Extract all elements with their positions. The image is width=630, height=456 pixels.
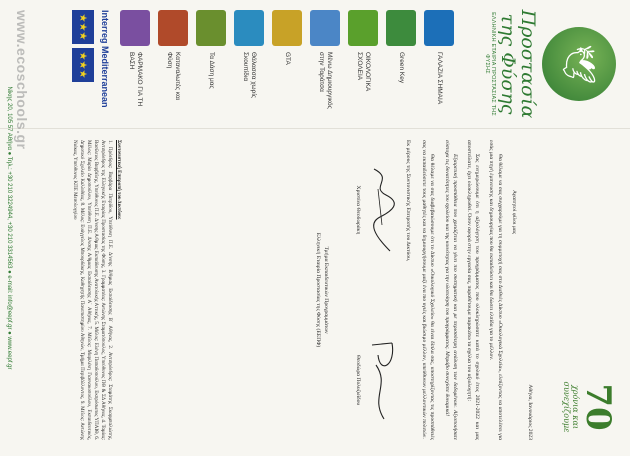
interreg-logo: Interreg Mediterranean: [100, 10, 110, 108]
rooftop-logo-icon: [310, 10, 340, 46]
bird-emblem-icon: 🕊: [542, 27, 616, 101]
brand-name-line1: Προστασία: [517, 9, 539, 119]
logo-label: Green Key: [398, 52, 405, 84]
paragraph-4: Θα θέλαμε να σας διαβεβαιώσουμε ότι το Δίκτυο «Οικολογικό Σχολείο» θα είναι δίπλα σας, υποστηρίζοντας τις προσπάθειές σας να εκπαιδεύσετε τους μαθητές και να δημιουργήσουμε μαζί ένα πιο υγιές και βιώσιμο μέλλον, υπεύθυνων μελλοντικών πολιτών.: [421, 140, 436, 440]
green-key-logo-icon: [386, 10, 416, 46]
org-line-2: Ελληνική Εταιρία Προστασίας της Φύσης (ΕΕΠΦ): [314, 232, 321, 348]
logo-label: ΦΑΡΜΑΚΟ ΓΙΑ ΤΗ ΒΑΣΗ: [128, 52, 143, 107]
committee-members: 1. Πρόεδρος: Βαρβάρα Πετρίδου, Υπεύθυνη Π.Ε. Δ/νσης Β/θμιας Εκπαίδευσης Β΄ Αθήνας, 2. Αντιπρόεδρος: Σταμάτης Σκαρμπαλιώτης, Αντιπρόεδρος της Ελληνικής Εταιρίας Προστασίας της Φύσης, 3. Γραμματέας: Αντώνης Σταματόπουλος, Υπεύθυνος ΠΘ & ΣΔ Αθήνας, 4. Ταμίας: Βασίλειος Βαρβέλης, Υπεύθυνος Π.Ε. Δ/νσης Α/θμιας Εκπαίδευσης Ανατολικής Αττικής, 5. Μέλος: Ελένη Παπαδοπούλου, Εκπρόσωπος ΥΠΑΙΘ, 6. Μέλος: Μαρία Δημοπούλου, Υπεύθυνη Π.Ε. Δ/νσης Α/θμιας Εκπαίδευσης Α΄ Αθήνας, 7. Μέλος: Μαριλένη Γιαννακοπούλου, Εκπαιδευτικός, Δημοτικό Σχολείο Καλλιθέας, 8. Μέλος: Ευάγγελος Μπουρδάκης, Καθηγητής Πανεπιστημίου Αθηνών, Τμήμα Περιβάλλοντος, 9. Μέλος: Αντώνης Νιάκας, Υπεύθυνος ΚΠΕ Μεσολογγίου: [72, 140, 112, 440]
anniversary-caption: χρόνια και συνεχίζουμε: [562, 381, 580, 433]
letter-salutation: Αγαπητοί φίλοι μας: [510, 190, 517, 235]
evaluator-comments: Εξαιρετική προσπάθεια που χρειάζεται να γίνει πιο συστηματική και με περισσότερη ανάλυση των δεδομένων. Αξιοποιήσατε εύστοχα τις δυνατότητες του σχολείου και της κοινότητας για την υλοποίηση του προγράμματος. Μπράβο συνεχίστε δυναμικά!: [443, 140, 458, 440]
medicine-logo-icon: [120, 10, 150, 46]
eu-flag-icon: ★★★: [72, 48, 94, 82]
eu-flags: [72, 10, 94, 118]
logo-label: Καταναλωτές και Φύση: [166, 52, 181, 101]
consumers-logo-icon: [158, 10, 188, 46]
brand-name-line2: της Φύσης: [497, 13, 519, 115]
eu-flag-icon: ★★★: [72, 10, 94, 44]
logo-item: [386, 10, 416, 118]
signer-2-name: Θεοδώρα Πολυζωΐδου: [354, 354, 361, 406]
logo-item: [158, 10, 188, 118]
paragraph-1: Θα θέλαμε να σας συγχαρούμε για τη συμμετοχή σας στο Διεθνές Δίκτυο «Οικολογικά Σχολεία», ελπίζοντας να αποτελέσει για εσάς μια πηγή έμπνευσης και δημιουργίας που θα εκπαιδεύσει και θα δώσει ελπίδα για το μέλλον.: [488, 140, 503, 440]
footer-contact: Νίκης 20, 105 57 Αθήνα ● Τηλ.: +30 210 3224944, +30 210 3314563 ● e-mail: info@eepf.gr ● www.eepf.gr: [6, 86, 12, 370]
logo-item: [234, 10, 264, 118]
blue-flag-logo-icon: [424, 10, 454, 46]
signature-2-icon: [366, 335, 400, 425]
left-sidebar: [0, 0, 630, 150]
logo-label: GTA: [284, 52, 291, 65]
logo-item: [348, 10, 378, 118]
committee-box: [71, 140, 122, 440]
logo-label: Θάλασσα χωρίς Σκουπίδια: [242, 52, 257, 98]
signature-1-icon: [366, 165, 400, 255]
organization-block: [313, 140, 329, 440]
signature-block-1: [354, 150, 400, 270]
logo-item: [424, 10, 454, 118]
letter-closing: Εκ μέρους της Συντονιστικής Επιτροπής του Δικτύου,: [404, 140, 411, 262]
gta-logo-icon: [272, 10, 302, 46]
logo-label: Μένω Δημιουργικός στην Ταράτσα: [318, 52, 333, 109]
partner-logos: [112, 10, 454, 118]
funding-logos: [66, 10, 110, 118]
logo-label: ΟΙΚΟΛΟΓΙΚΑ ΣΧΟΛΕΙΑ: [356, 52, 371, 91]
committee-title: Συντονιστική Επιτροπή του Δικτύου:: [116, 140, 121, 220]
forests-logo-icon: [196, 10, 226, 46]
anniversary-number: 70: [578, 383, 618, 431]
logo-item: [120, 10, 150, 118]
logo-item: [272, 10, 302, 118]
logo-item: [310, 10, 340, 118]
paragraph-2: Σας ενημερώνουμε ότι η αξιολόγηση του προγράμματος που ολοκληρώσατε κατά το σχολικό έτος 2021-2022 και μας αποστείλατε, έχει ολοκληρωθεί. Όσον αφορά στην εργασία σας, παραθέτουμε παρακάτω τα σχόλια του αξιολογητή:: [465, 140, 481, 440]
signatures: [282, 140, 400, 440]
org-line-1: Τμήμα Εκπαιδευτικών Προγραμμάτων: [322, 246, 329, 334]
clean-sea-logo-icon: [234, 10, 264, 46]
signer-1-name: Χριστίνα Θεοδωράκη: [354, 185, 361, 235]
logo-label: ΓΑΛΑΖΙΑ ΣΗΜΑΙΑ: [436, 52, 443, 105]
logo-item: [196, 10, 226, 118]
brand-subtitle: ΕΛΛΗΝΙΚΗ ΕΤΑΙΡΙΑ ΠΡΟΣΤΑΣΙΑΣ ΤΗΣ ΦΥΣΗΣ: [484, 12, 496, 116]
anniversary-badge: [556, 372, 616, 442]
letter-date: Αθήνα, Ιανουάριος 2023: [527, 384, 533, 440]
brand-name: [498, 8, 538, 120]
brand-block: [484, 8, 616, 120]
letter-body: [282, 140, 534, 440]
signature-block-2: [354, 320, 400, 440]
logo-label: Τα Δάση μας: [208, 52, 215, 89]
eco-schools-logo-icon: [348, 10, 378, 46]
website-watermark: www.ecoschools.gr: [14, 10, 30, 150]
